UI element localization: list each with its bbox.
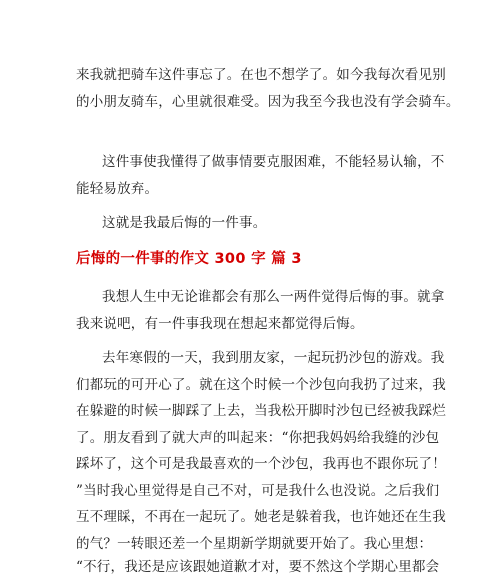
paragraph-line: 能轻易放弃。: [76, 181, 159, 197]
paragraph-line: 踩坏了，这个可是我最喜欢的一个沙包，我再也不跟你玩了！: [76, 456, 446, 472]
paragraph-line: 这就是我最后悔的一件事。: [102, 215, 267, 231]
paragraph-line: 了。朋友看到了就大声的叫起来：“你把我妈妈给我缝的沙包: [76, 430, 440, 446]
paragraph-line: 来我就把骑车这件事忘了。在也不想学了。如今我每次看见别: [76, 67, 446, 83]
paragraph-line: 互不理睬，不再在一起玩了。她老是躲着我，也许她还在生我: [76, 509, 446, 525]
paragraph-line: 这件事使我懂得了做事情要克服困难，不能轻易认输，不: [102, 154, 445, 170]
paragraph-line: 的气？一转眼还差一个星期新学期就要开始了。我心里想：: [76, 536, 433, 552]
paragraph-line: “不行，我还是应该跟她道歉才对，要不然这个学期心里都会: [76, 559, 440, 575]
paragraph-line: 在躲避的时候一脚踩了上去，当我松开脚时沙包已经被我踩烂: [76, 403, 446, 419]
paragraph-line: 我来说吧，有一件事我现在想起来都觉得后悔。: [76, 316, 364, 332]
paragraph-line: 去年寒假的一天，我到朋友家，一起玩扔沙包的游戏。我: [102, 350, 445, 366]
paragraph-line: 们都玩的可开心了。就在这个时候一个沙包向我扔了过来，我: [76, 377, 446, 393]
paragraph-line: ”当时我心里觉得是自己不对，可是我什么也没说。之后我们: [76, 483, 440, 499]
section-heading: 后悔的一件事的作文 300 字 篇 3: [76, 251, 302, 267]
paragraph-line: 的小朋友骑车，心里就很难受。因为我至今我也没有学会骑车。: [76, 94, 460, 110]
paragraph-line: 我想人生中无论谁都会有那么一两件觉得后悔的事。就拿: [102, 289, 445, 305]
